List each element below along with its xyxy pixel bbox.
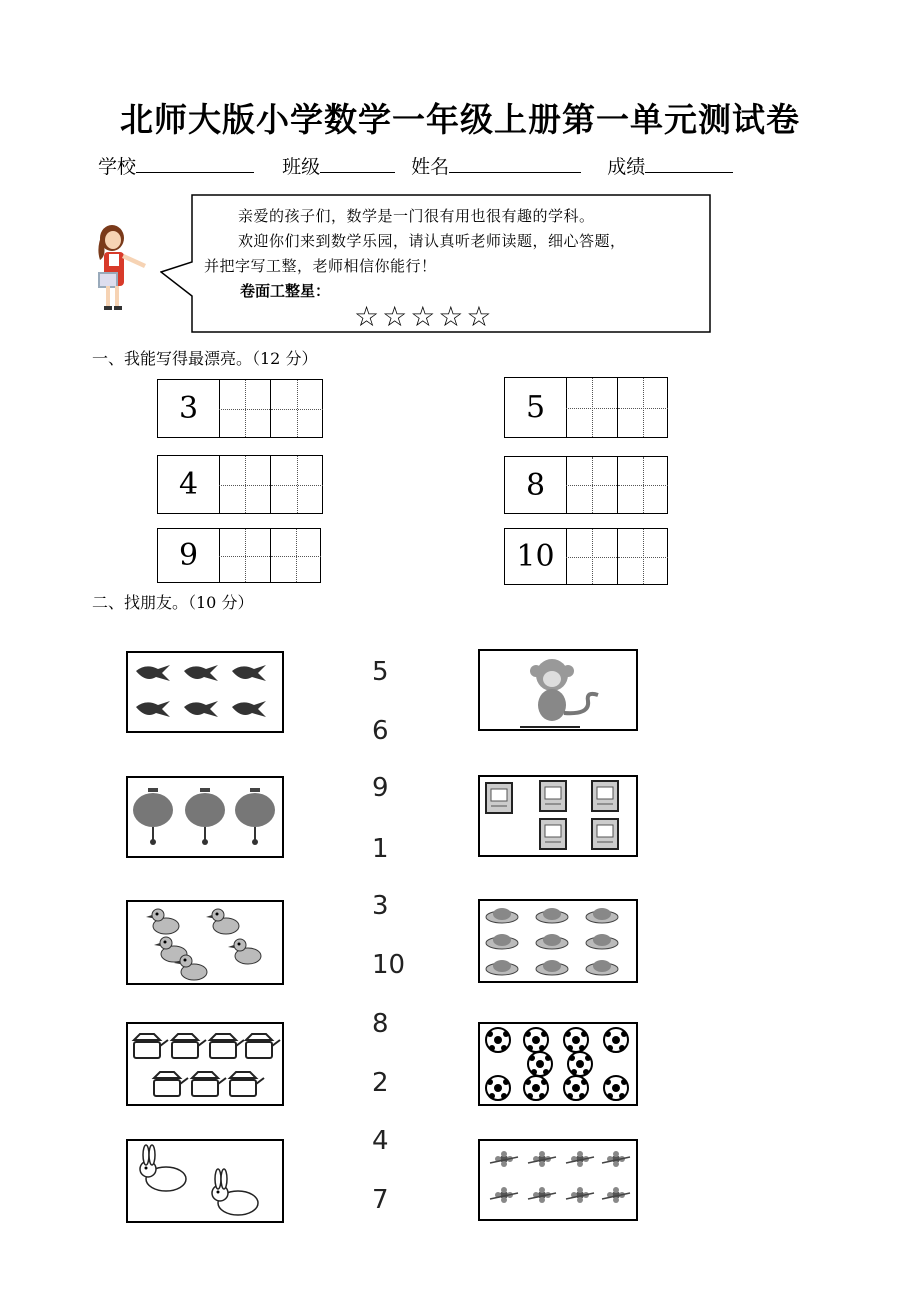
school-field[interactable]	[136, 154, 254, 173]
picture-box-flowers[interactable]	[478, 1139, 638, 1221]
writing-box-9[interactable]	[157, 528, 321, 583]
score-field[interactable]	[645, 154, 733, 173]
picture-box-swallows[interactable]	[126, 651, 284, 733]
number-option[interactable]: 6	[372, 716, 389, 746]
student-info-row	[98, 152, 733, 179]
number-option[interactable]: 1	[372, 834, 389, 864]
neatness-stars[interactable]: ☆☆☆☆☆	[354, 300, 495, 333]
writing-box-10[interactable]	[504, 528, 668, 585]
picture-box-ducks[interactable]	[126, 900, 284, 985]
school-label: 学校	[98, 156, 137, 178]
section2-title: 二、找朋友。（10 分）	[92, 593, 254, 612]
writing-digit: 3	[158, 380, 220, 437]
name-label: 姓名	[411, 156, 450, 178]
number-option[interactable]: 9	[372, 773, 389, 803]
writing-box-3[interactable]	[157, 379, 323, 438]
picture-box-kettles[interactable]	[126, 1022, 284, 1106]
name-field[interactable]	[449, 154, 581, 173]
number-option[interactable]: 8	[372, 1009, 389, 1039]
picture-box-soccer-balls[interactable]	[478, 1022, 638, 1106]
writing-box-4[interactable]	[157, 455, 323, 514]
picture-box-books[interactable]	[478, 775, 638, 857]
class-label: 班级	[282, 156, 321, 178]
writing-digit: 4	[158, 456, 220, 513]
writing-digit: 8	[505, 457, 567, 513]
message-line-1: 亲爱的孩子们，数学是一门很有用也很有趣的学科。	[238, 207, 595, 225]
message-line-3: 并把字写工整，老师相信你能行！	[204, 257, 437, 275]
teacher-illustration	[88, 218, 160, 314]
writing-digit: 10	[505, 529, 567, 584]
number-option[interactable]: 10	[372, 950, 406, 980]
picture-box-hats[interactable]	[478, 899, 638, 983]
writing-box-8[interactable]	[504, 456, 668, 514]
number-option[interactable]: 3	[372, 891, 389, 921]
class-field[interactable]	[320, 154, 395, 173]
picture-box-monkey[interactable]	[478, 649, 638, 731]
message-line-2: 欢迎你们来到数学乐园，请认真听老师读题，细心答题，	[238, 232, 626, 250]
writing-box-5[interactable]	[504, 377, 668, 438]
page-title: 北师大版小学数学一年级上册第一单元测试卷	[120, 100, 800, 139]
neatness-label: 卷面工整星：	[240, 282, 331, 300]
number-option[interactable]: 2	[372, 1068, 389, 1098]
writing-digit: 9	[158, 529, 220, 582]
picture-box-rabbits[interactable]	[126, 1139, 284, 1223]
writing-digit: 5	[505, 378, 567, 437]
number-option[interactable]: 5	[372, 657, 389, 687]
score-label: 成绩	[607, 156, 646, 178]
picture-box-lanterns[interactable]	[126, 776, 284, 858]
section1-title: 一、我能写得最漂亮。（12 分）	[92, 349, 318, 368]
number-option[interactable]: 4	[372, 1126, 389, 1156]
number-option[interactable]: 7	[372, 1185, 389, 1215]
